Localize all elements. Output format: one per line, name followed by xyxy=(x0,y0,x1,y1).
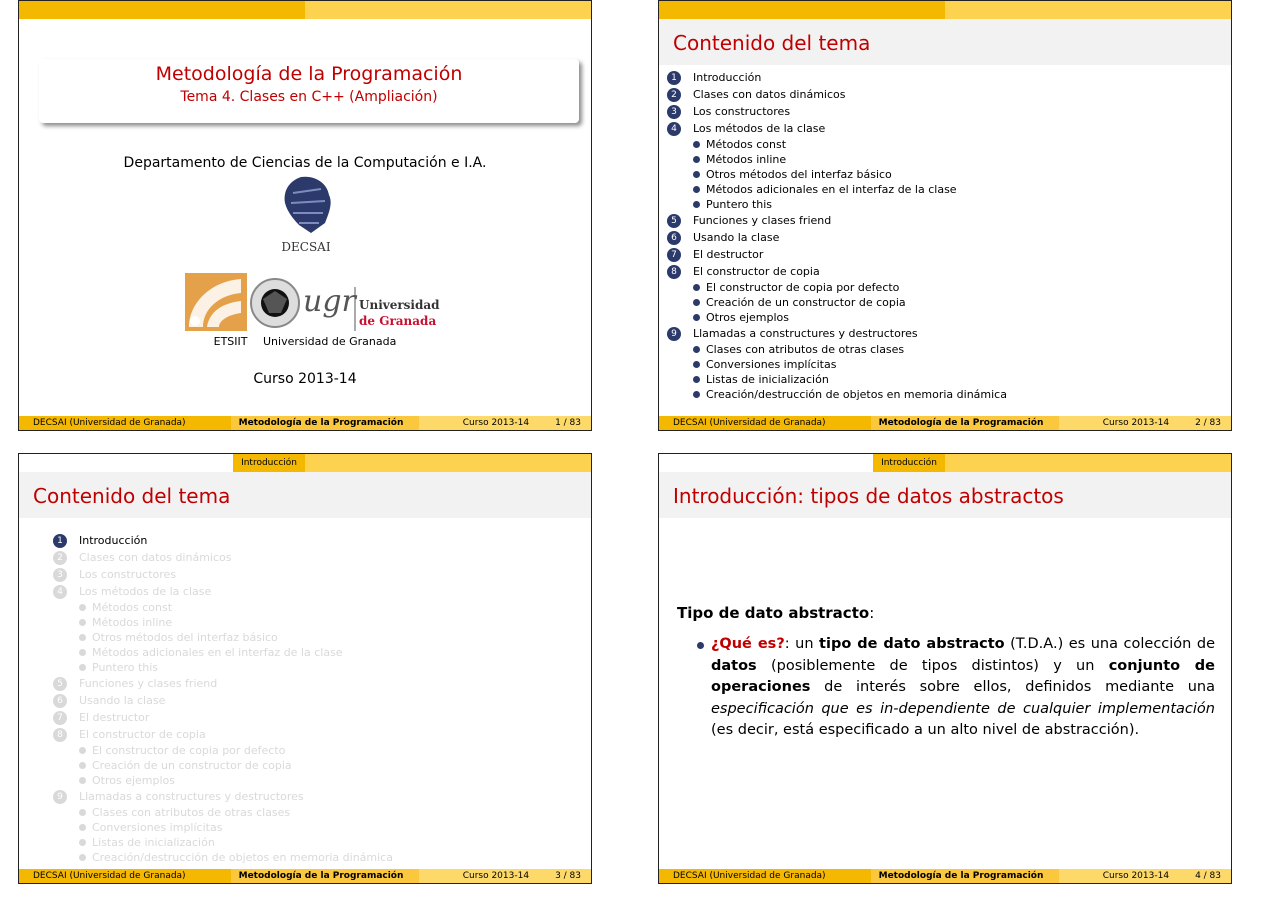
section-number: 4 xyxy=(667,122,681,136)
bullet-icon xyxy=(693,156,700,163)
toc-subsection[interactable]: Otros métodos del interfaz básico xyxy=(53,630,393,645)
ugr-name-1: Universidad xyxy=(359,298,440,312)
section-number: 3 xyxy=(667,105,681,119)
toc-subsection[interactable]: Clases con atributos de otras clases xyxy=(53,805,393,820)
section-number: 5 xyxy=(53,677,67,691)
footer-center: Metodología de la Programación xyxy=(231,869,420,883)
page-number: 3 / 83 xyxy=(555,871,581,881)
bullet-icon xyxy=(79,824,86,831)
footer xyxy=(659,869,1231,883)
top-bar xyxy=(659,1,1231,19)
bullet-icon xyxy=(79,664,86,671)
toc-section[interactable]: 3 Los constructores xyxy=(667,103,1007,120)
footer xyxy=(19,416,591,430)
top-bar xyxy=(659,454,1231,472)
toc-section[interactable]: 7 El destructor xyxy=(667,246,1007,263)
toc-section[interactable]: 5 Funciones y clases friend xyxy=(53,675,393,692)
toc-section[interactable]: 7 El destructor xyxy=(53,709,393,726)
footer-center: Metodología de la Programación xyxy=(231,416,420,430)
footer-course: Curso 2013-14 xyxy=(1102,418,1170,428)
department: Departamento de Ciencias de la Computación e I.A. xyxy=(123,155,487,171)
page-number: 4 / 83 xyxy=(1195,871,1221,881)
top-bar xyxy=(19,454,591,472)
toc-subsection[interactable]: Puntero this xyxy=(53,660,393,675)
toc-section[interactable]: 9 Llamadas a constructures y destructores xyxy=(667,325,1007,342)
section-nav-label[interactable]: Introducción xyxy=(873,454,945,472)
section-number: 9 xyxy=(53,790,67,804)
frame-title: Contenido del tema xyxy=(673,31,871,55)
bullet-icon xyxy=(79,604,86,611)
toc-subsection[interactable]: Otros métodos del interfaz básico xyxy=(667,167,1007,182)
institute-etsiit: ETSIIT xyxy=(213,335,248,348)
decsai-logo xyxy=(271,173,341,259)
section-number: 6 xyxy=(53,694,67,708)
slide-2 xyxy=(658,0,1232,431)
footer xyxy=(659,416,1231,430)
bullet-icon xyxy=(693,201,700,208)
section-number: 4 xyxy=(53,585,67,599)
definition-text: ¿Qué es?: un tipo de dato abstracto (T.D.A.) es una colección de datos (posiblemente de tipos distintos) y un conjunto de operaciones de interés sobre ellos, definidos mediante una especificación que es in-dependiente de cualquier implementación (es decir, está especificado a un alto nivel de abstracción). xyxy=(711,636,1215,738)
slide-3 xyxy=(18,453,592,884)
bullet-icon xyxy=(693,171,700,178)
bullet-icon xyxy=(693,376,700,383)
toc-subsection[interactable]: Conversiones implícitas xyxy=(53,820,393,835)
toc-subsection[interactable]: Conversiones implícitas xyxy=(667,357,1007,372)
toc-section[interactable]: 1 Introducción xyxy=(53,532,393,549)
toc-subsection[interactable]: Creación de un constructor de copia xyxy=(667,295,1007,310)
ugr-logo xyxy=(251,273,440,333)
footer xyxy=(19,869,591,883)
title-box xyxy=(39,59,579,123)
section-number: 7 xyxy=(53,711,67,725)
ugr-name-2: de Granada xyxy=(359,314,437,328)
block-heading: Tipo de dato abstracto: xyxy=(677,604,875,622)
bullet-icon xyxy=(693,361,700,368)
course-label: Curso 2013-14 xyxy=(253,371,357,387)
frame-title: Contenido del tema xyxy=(33,484,231,508)
toc-section[interactable]: 9 Llamadas a constructures y destructores xyxy=(53,788,393,805)
bullet-icon xyxy=(693,284,700,291)
toc-section[interactable]: 6 Usando la clase xyxy=(667,229,1007,246)
slide-1 xyxy=(18,0,592,431)
toc-subsection[interactable]: Creación de un constructor de copia xyxy=(53,758,393,773)
bullet-icon xyxy=(79,777,86,784)
bullet-icon xyxy=(79,854,86,861)
bullet-icon xyxy=(693,186,700,193)
toc-section[interactable]: 4 Los métodos de la clase xyxy=(667,120,1007,137)
section-number: 5 xyxy=(667,214,681,228)
toc-subsection[interactable]: Creación/destrucción de objetos en memoria dinámica xyxy=(53,850,393,865)
bullet-icon xyxy=(693,391,700,398)
toc-section[interactable]: 1 Introducción xyxy=(667,69,1007,86)
bullet-icon xyxy=(693,346,700,353)
toc-section[interactable]: 6 Usando la clase xyxy=(53,692,393,709)
page-number: 1 / 83 xyxy=(555,418,581,428)
section-nav-label[interactable]: Introducción xyxy=(233,454,305,472)
toc-subsection[interactable]: El constructor de copia por defecto xyxy=(667,280,1007,295)
top-bar xyxy=(19,1,591,19)
toc-subsection[interactable]: Otros ejemplos xyxy=(667,310,1007,325)
section-number: 2 xyxy=(53,551,67,565)
bullet-icon xyxy=(79,634,86,641)
bullet-icon xyxy=(79,809,86,816)
section-number: 1 xyxy=(53,534,67,548)
toc-section[interactable]: 8 El constructor de copia xyxy=(53,726,393,743)
footer-course: Curso 2013-14 xyxy=(462,871,530,881)
footer-course: Curso 2013-14 xyxy=(462,418,530,428)
section-number: 9 xyxy=(667,327,681,341)
toc-section[interactable]: 4 Los métodos de la clase xyxy=(53,583,393,600)
footer-left: DECSAI (Universidad de Granada) xyxy=(19,869,231,883)
footer-center: Metodología de la Programación xyxy=(871,869,1060,883)
presentation-title: Metodología de la Programación xyxy=(155,63,463,85)
institute-ugr: Universidad de Granada xyxy=(263,335,397,348)
toc-subsection[interactable]: Métodos adicionales en el interfaz de la clase xyxy=(667,182,1007,197)
toc-section[interactable]: 5 Funciones y clases friend xyxy=(667,212,1007,229)
section-number: 2 xyxy=(667,88,681,102)
institutes xyxy=(19,335,591,348)
table-of-contents xyxy=(53,532,393,865)
presentation-subtitle: Tema 4. Clases en C++ (Ampliación) xyxy=(180,89,438,105)
section-number: 6 xyxy=(667,231,681,245)
frame-title-bar xyxy=(19,472,591,518)
bullet-icon xyxy=(79,762,86,769)
toc-subsection[interactable]: Métodos adicionales en el interfaz de la clase xyxy=(53,645,393,660)
footer-course: Curso 2013-14 xyxy=(1102,871,1170,881)
toc-subsection[interactable]: Métodos const xyxy=(667,137,1007,152)
footer-left: DECSAI (Universidad de Granada) xyxy=(19,416,231,430)
toc-section[interactable]: 8 El constructor de copia xyxy=(667,263,1007,280)
section-number: 7 xyxy=(667,248,681,262)
section-number: 8 xyxy=(53,728,67,742)
bullet-icon xyxy=(693,299,700,306)
bullet-icon xyxy=(693,141,700,148)
footer-center: Metodología de la Programación xyxy=(871,416,1060,430)
table-of-contents xyxy=(667,69,1007,402)
bullet-icon xyxy=(79,839,86,846)
slide-4 xyxy=(658,453,1232,884)
footer-left: DECSAI (Universidad de Granada) xyxy=(659,416,871,430)
toc-subsection[interactable]: Listas de inicialización xyxy=(667,372,1007,387)
section-number: 3 xyxy=(53,568,67,582)
ugr-logo-text: ugr xyxy=(303,284,356,319)
toc-subsection[interactable]: Métodos const xyxy=(53,600,393,615)
bullet-icon xyxy=(79,747,86,754)
toc-section[interactable]: 2 Clases con datos dinámicos xyxy=(667,86,1007,103)
toc-section[interactable]: 2 Clases con datos dinámicos xyxy=(53,549,393,566)
toc-subsection[interactable]: Creación/destrucción de objetos en memoria dinámica xyxy=(667,387,1007,402)
frame-title: Introducción: tipos de datos abstractos xyxy=(673,484,1064,508)
toc-subsection[interactable]: Otros ejemplos xyxy=(53,773,393,788)
toc-subsection[interactable]: Listas de inicialización xyxy=(53,835,393,850)
toc-subsection[interactable]: Puntero this xyxy=(667,197,1007,212)
toc-subsection[interactable]: El constructor de copia por defecto xyxy=(53,743,393,758)
toc-subsection[interactable]: Métodos inline xyxy=(667,152,1007,167)
frame-title-bar xyxy=(659,472,1231,518)
section-number: 8 xyxy=(667,265,681,279)
bullet-icon xyxy=(79,619,86,626)
footer-left: DECSAI (Universidad de Granada) xyxy=(659,869,871,883)
toc-section[interactable]: 3 Los constructores xyxy=(53,566,393,583)
decsai-logo-text: DECSAI xyxy=(281,240,331,254)
bullet-icon xyxy=(697,642,704,649)
toc-subsection[interactable]: Métodos inline xyxy=(53,615,393,630)
etsiit-logo xyxy=(185,273,247,331)
bullet-icon xyxy=(693,314,700,321)
page-number: 2 / 83 xyxy=(1195,418,1221,428)
frame-title-bar xyxy=(659,19,1231,65)
toc-subsection[interactable]: Clases con atributos de otras clases xyxy=(667,342,1007,357)
section-number: 1 xyxy=(667,71,681,85)
bullet-icon xyxy=(79,649,86,656)
